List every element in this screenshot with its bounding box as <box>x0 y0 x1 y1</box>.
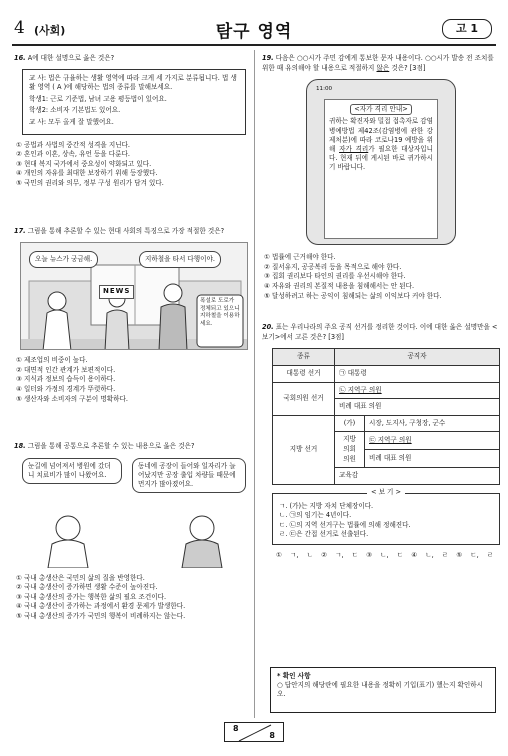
page-title: 탐구 영역 <box>215 22 293 42</box>
message-text-end: 가 필요한 대상자입니다. 현재 뒤에 게시된 바로 귀가하시기 바랍니다. <box>329 145 433 172</box>
choice-list <box>16 356 250 404</box>
table-cell: 지방 의회 의원 <box>335 432 365 468</box>
subject-label: (사회) <box>34 24 66 37</box>
people-illustration <box>20 458 248 568</box>
question-stem-underline: 않은 <box>376 63 390 72</box>
header-rule <box>12 44 496 46</box>
question-stem: A에 대한 설명으로 옳은 것은? <box>27 54 115 62</box>
message-text: 귀하는 확진자와 밀접 접촉자로 감염병예방법 제42조(감염병에 관한 강제처분)에 따라 코로나19 예방을 위해 <box>329 117 433 153</box>
choice-5[interactable]: ⑤ 달성하려고 하는 공익이 침해되는 삶의 이익보다 커야 한다. <box>264 291 442 300</box>
question-number: 20. <box>262 323 274 332</box>
answer-choices <box>276 551 498 561</box>
choice-3[interactable]: ③ 지식과 정보의 습득이 용이하다. <box>16 375 116 384</box>
table-cell: 대통령 선거 <box>273 365 335 382</box>
speech-bubble-right: 지하철을 타서 다행이야. <box>139 251 221 268</box>
dialogue-line: 교 사: 법은 규율하는 생활 영역에 따라 크게 세 가지로 분류됩니다. 법 생활 영역 ( A )에 해당하는 법의 종류를 말해보세요. <box>29 73 237 92</box>
bogi-item: ㄷ. ㉡의 지역 선거구는 법률에 의해 정해진다. <box>279 520 411 529</box>
choice-1[interactable]: ① 공법과 사법의 중간적 성격을 지닌다. <box>16 140 131 149</box>
check-notice <box>270 667 496 713</box>
question-number: 18. <box>14 442 26 451</box>
phone-time: 11:00 <box>316 86 333 93</box>
table-cell: 비례 대표 의원 <box>365 450 500 468</box>
question-19 <box>262 54 498 301</box>
choice-4[interactable]: ④ 국내 총생산이 증가하는 과정에서 환경 문제가 발생한다. <box>16 602 186 611</box>
question-16 <box>14 54 250 189</box>
choice-1[interactable]: ① 국내 총생산은 국민의 삶의 질을 반영한다. <box>16 573 145 582</box>
question-stem: 그림을 통해 공통으로 추론할 수 있는 내용으로 옳은 것은? <box>27 442 195 451</box>
dialogue-box <box>22 69 246 135</box>
question-stem-end: 것은? [3점] <box>389 63 426 72</box>
newspaper-label: NEWS <box>99 285 134 299</box>
table-cell: ㉠ 대통령 <box>335 365 500 382</box>
choice-4[interactable]: ④ 개인의 자유를 최대한 보장하기 위해 등장했다. <box>16 169 158 178</box>
choice-2[interactable]: ② 대면적 인간 관계가 보편적이다. <box>16 365 116 374</box>
table-cell: ㉡ 지역구 의원 <box>335 382 500 399</box>
dialogue-line: 학생2: 소비자 기본법도 있어요. <box>29 106 121 115</box>
dialogue-line: 학생1: 근로 기준법, 남녀 고용 평등법이 있어요. <box>29 94 167 103</box>
choice-3[interactable]: ③ 집회 권리보다 타인의 권리를 우선시해야 한다. <box>264 272 406 281</box>
subway-illustration <box>20 242 248 350</box>
speech-bubble-left: 오늘 뉴스가 궁금해. <box>29 251 98 268</box>
table-cell: ㉢ 지역구 의원 <box>365 432 500 450</box>
bogi-title: < 보 기 > <box>367 488 405 496</box>
question-stem: 그림을 통해 추론할 수 있는 현대 사회의 특징으로 가장 적절한 것은? <box>27 226 225 235</box>
check-title: * 확인 사항 <box>277 672 311 680</box>
table-header: 종류 <box>273 349 335 366</box>
table-cell: (가) <box>335 415 365 432</box>
choice-5[interactable]: ⑤ 국민의 권리와 의무, 정부 구성 원리가 담겨 있다. <box>16 178 164 187</box>
answer-3[interactable]: ③ ㄴ, ㄷ <box>366 551 404 560</box>
answer-4[interactable]: ④ ㄴ, ㄹ <box>411 551 449 560</box>
choice-list <box>264 253 498 301</box>
speech-bubble-left: 눈길에 넘어져서 병원에 갔더니 치료비가 많이 나왔어요. <box>22 458 122 484</box>
choice-list <box>16 141 250 189</box>
answer-2[interactable]: ② ㄱ, ㄷ <box>321 551 359 560</box>
phone-illustration <box>262 77 498 247</box>
bogi-item: ㄹ. ㉢은 간접 선거로 선출된다. <box>279 530 369 539</box>
message-title: <자가 격리 안내> <box>350 104 411 115</box>
current-page: 8 <box>233 724 239 733</box>
choice-5[interactable]: ⑤ 국내 총생산의 증가가 국민의 행복이 비례하지는 않는다. <box>16 612 186 621</box>
total-pages: 8 <box>269 731 275 740</box>
bogi-box <box>272 487 500 545</box>
table-cell: 교육감 <box>335 468 500 485</box>
choice-4[interactable]: ④ 자유와 권리의 본질적 내용을 침해해서는 안 된다. <box>264 281 415 290</box>
question-stem: 다음은 ○○시가 주민 감에게 통보한 문자 내용이다. ○○시가 발송 전 조치를 위한 때 유의해야 할 내용으로 적절하지 <box>262 54 494 72</box>
dialogue-line: 교 사: 모두 올게 잘 말했어요. <box>29 117 114 126</box>
table-cell: 지방 선거 <box>273 415 335 484</box>
question-number: 16. <box>14 54 26 62</box>
choice-4[interactable]: ④ 일터와 가정의 경계가 뚜렷하다. <box>16 384 116 393</box>
phone-screen-text: 폭설로 도로가 정체되고 있으니 지하철을 이용하세요. <box>200 298 240 327</box>
question-20 <box>262 323 498 561</box>
choice-2[interactable]: ② 질서유지, 공공복리 등을 목적으로 해야 한다. <box>264 262 402 271</box>
choice-5[interactable]: ⑤ 생산자와 소비자의 구분이 명확하다. <box>16 394 128 403</box>
message-body <box>329 117 433 172</box>
answer-1[interactable]: ① ㄱ, ㄴ <box>276 551 313 560</box>
choice-1[interactable]: ① 법률에 근거해야 한다. <box>264 253 336 262</box>
column-divider <box>254 50 255 718</box>
grade-badge: 고 1 <box>442 19 492 39</box>
question-number: 19. <box>262 54 274 62</box>
table-cell: 국회의원 선거 <box>273 382 335 415</box>
page-number: 4 <box>14 18 25 38</box>
message-screen <box>324 99 438 239</box>
choice-2[interactable]: ② 국내 총생산이 증가하면 생활 수준이 높아진다. <box>16 583 158 592</box>
choice-1[interactable]: ① 제조업의 비중이 높다. <box>16 356 88 365</box>
right-column <box>262 54 498 561</box>
bogi-item: ㄴ. ㉠의 임기는 4년이다. <box>279 511 352 520</box>
election-table <box>272 348 500 484</box>
page-header <box>12 16 496 44</box>
left-column <box>14 54 250 622</box>
table-cell: 비례 대표 의원 <box>335 399 500 416</box>
answer-5[interactable]: ⑤ ㄷ, ㄹ <box>456 551 494 560</box>
bogi-item: ㄱ. (가)는 지방 자치 단체장이다. <box>279 501 374 510</box>
question-stem: 표는 우리나라의 주요 공직 선거를 정리한 것이다. 이에 대한 옳은 설명만을 <보기>에서 고른 것은? [3점] <box>262 323 498 341</box>
check-text: ○ 답안지의 해당란에 필요한 내용을 정확히 기입(표기) 했는지 확인하시오. <box>277 681 484 698</box>
page-indicator <box>224 722 284 742</box>
choice-2[interactable]: ② 혼인과 이혼, 상속, 유언 등을 다룬다. <box>16 150 130 159</box>
choice-3[interactable]: ③ 현대 복지 국가에서 중요성이 약화되고 있다. <box>16 159 152 168</box>
question-17 <box>14 227 250 405</box>
speech-bubble-right: 동네에 공장이 들어와 일자리가 늘어났지만 공장 출입 차량들 때문에 먼지가 많아졌어요. <box>132 458 246 493</box>
table-header: 공직자 <box>335 349 500 366</box>
question-number: 17. <box>14 226 26 235</box>
choice-list <box>16 574 250 622</box>
choice-3[interactable]: ③ 국내 총생산의 증가는 행복한 삶의 필요 조건이다. <box>16 592 167 601</box>
question-18 <box>14 442 250 622</box>
table-cell: 시장, 도지사, 구청장, 군수 <box>365 415 500 432</box>
message-underline: 자가 격리 <box>339 145 369 153</box>
